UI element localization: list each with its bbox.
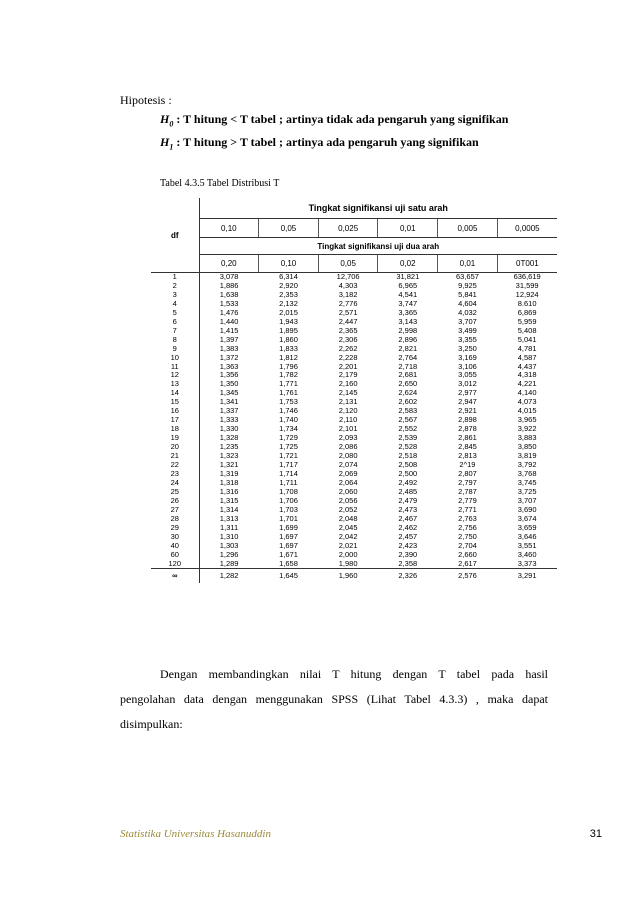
critical-value-cell: 2,797	[458, 477, 477, 487]
table-row	[151, 569, 557, 584]
critical-value-cell: 2,539	[398, 433, 418, 443]
critical-value-cell: 2,447	[338, 316, 358, 326]
two-tail-level-1: 0,10	[259, 255, 319, 273]
critical-value-cell: 2,228	[338, 352, 358, 362]
critical-value-cell: 2,583	[398, 406, 418, 416]
critical-value-cell: 3,965	[517, 415, 537, 425]
critical-value-cell: 3,745	[517, 477, 537, 487]
critical-value-cell: 2^19	[459, 460, 476, 470]
df-cell: 1	[151, 273, 199, 282]
critical-value-cell: 1,440	[219, 316, 239, 326]
critical-value-cell: 1,311	[219, 522, 239, 532]
two-tail-level-2: 0,05	[318, 255, 378, 273]
critical-value-cell: 2,473	[398, 504, 418, 514]
critical-value-cell: 2,110	[339, 415, 358, 425]
critical-value-cell: 2,179	[338, 370, 358, 380]
critical-value-cell: 2,898	[458, 415, 477, 425]
critical-value-cell: 2,462	[398, 522, 418, 532]
critical-value-cell: 4,303	[338, 280, 358, 290]
critical-value-cell: 2,750	[458, 531, 477, 541]
critical-value-cell: 2,120	[338, 406, 358, 416]
df-cell: 22	[151, 461, 199, 470]
critical-value-cell: 2,518	[398, 451, 418, 461]
critical-value-cell: 3,551	[517, 540, 537, 550]
critical-value-cell: 1,812	[279, 352, 298, 362]
critical-value-cell: 3,819	[517, 451, 537, 461]
critical-value-cell: 2,132	[279, 298, 298, 308]
critical-value-cell: 2,704	[458, 540, 477, 550]
critical-value-cell: 6,965	[398, 280, 418, 290]
critical-value-cell: 2,064	[338, 477, 358, 487]
one-tail-level-0: 0,10	[199, 219, 259, 238]
critical-value-cell: 2,074	[338, 460, 358, 470]
critical-value-cell: 2,508	[398, 460, 418, 470]
critical-value-cell: 2,457	[398, 531, 418, 541]
critical-value-cell: 1,943	[279, 316, 298, 326]
critical-value-cell: 2,015	[279, 307, 298, 317]
critical-value-cell: 1,734	[279, 424, 298, 434]
critical-value-cell: 1,330	[219, 424, 239, 434]
df-cell: 17	[151, 416, 199, 425]
critical-value-cell: 5,959	[517, 316, 537, 326]
one-tail-level-4: 0,005	[438, 219, 498, 238]
critical-value-cell: 1,761	[279, 388, 298, 398]
df-cell: 29	[151, 524, 199, 533]
df-cell: 40	[151, 542, 199, 551]
critical-value-cell: 1,341	[219, 397, 239, 407]
critical-value-cell: 8.610	[517, 298, 537, 308]
critical-value-cell: 4,073	[517, 397, 537, 407]
critical-value-cell: 1,796	[279, 361, 298, 371]
critical-value-cell: 1,337	[219, 406, 239, 416]
critical-value-cell: 1,289	[219, 558, 239, 568]
critical-value-cell: 1,717	[279, 460, 298, 470]
df-cell: 9	[151, 345, 199, 354]
critical-value-cell: 3,012	[458, 379, 477, 389]
critical-value-cell: 2,326	[378, 569, 438, 584]
one-tail-level-1: 0,05	[259, 219, 319, 238]
critical-value-cell: 2,617	[458, 558, 477, 568]
critical-value-cell: 2,052	[338, 504, 358, 514]
critical-value-cell: 31,821	[396, 272, 420, 281]
critical-value-cell: 1,658	[279, 558, 298, 568]
critical-value-cell: 1,296	[219, 549, 239, 559]
critical-value-cell: 2,779	[458, 495, 477, 505]
df-cell: 16	[151, 407, 199, 416]
critical-value-cell: 1,282	[199, 569, 259, 584]
critical-value-cell: 2,048	[338, 513, 358, 523]
critical-value-cell: 2,764	[398, 352, 418, 362]
critical-value-cell: 6,869	[517, 307, 537, 317]
two-tail-level-5: 0T001	[497, 255, 557, 273]
critical-value-cell: 2,681	[398, 370, 418, 380]
critical-value-cell: 2,101	[338, 424, 358, 434]
one-tail-level-3: 0,01	[378, 219, 438, 238]
critical-value-cell: 1,383	[219, 343, 239, 353]
df-cell: 20	[151, 443, 199, 452]
critical-value-cell: 3,725	[517, 486, 537, 496]
critical-value-cell: 3,055	[458, 370, 477, 380]
critical-value-cell: 2,998	[398, 325, 418, 335]
critical-value-cell: 3,365	[398, 307, 418, 317]
critical-value-cell: 1,833	[279, 343, 298, 353]
critical-value-cell: 2,390	[398, 549, 418, 559]
critical-value-cell: 3,078	[219, 272, 239, 281]
df-cell: 12	[151, 371, 199, 380]
critical-value-cell: 1,645	[259, 569, 319, 584]
critical-value-cell: 1,980	[338, 558, 358, 568]
critical-value-cell: 2,069	[338, 468, 358, 478]
critical-value-cell: 3,182	[338, 289, 358, 299]
critical-value-cell: 12,706	[336, 272, 360, 281]
critical-value-cell: 2,650	[398, 379, 418, 389]
critical-value-cell: 2,947	[458, 397, 477, 407]
df-cell: 18	[151, 425, 199, 434]
critical-value-cell: 1,328	[219, 433, 239, 443]
critical-value-cell: 1,321	[219, 460, 239, 470]
critical-value-cell: 2,921	[458, 406, 477, 416]
critical-value-cell: 63,657	[455, 272, 479, 281]
df-cell: 23	[151, 470, 199, 479]
critical-value-cell: 2,718	[398, 361, 418, 371]
critical-value-cell: 6,314	[279, 272, 298, 281]
critical-value-cell: 2,787	[458, 486, 477, 496]
critical-value-cell: 1,706	[279, 495, 298, 505]
df-header: df	[151, 198, 199, 273]
critical-value-cell: 1,714	[279, 468, 298, 478]
critical-value-cell: 2,080	[338, 451, 358, 461]
critical-value-cell: 1,345	[219, 388, 239, 398]
df-cell: 28	[151, 515, 199, 524]
critical-value-cell: 2,763	[458, 513, 477, 523]
hypothesis-h1: $H_1$ : T hitung > T tabel ; artinya ada pengaruh yang signifikan	[160, 135, 479, 152]
critical-value-cell: 2,086	[338, 442, 358, 452]
df-cell: 27	[151, 506, 199, 515]
table-caption: Tabel 4.3.5 Tabel Distribusi T	[160, 178, 280, 189]
critical-value-cell: 1,310	[219, 531, 239, 541]
critical-value-cell: 2,500	[398, 468, 418, 478]
two-tail-level-0: 0,20	[199, 255, 259, 273]
critical-value-cell: 4,140	[517, 388, 537, 398]
critical-value-cell: 3,707	[458, 316, 477, 326]
critical-value-cell: 2,093	[338, 433, 358, 443]
df-cell: 7	[151, 327, 199, 336]
critical-value-cell: 1,333	[219, 415, 239, 425]
df-cell: 11	[151, 363, 199, 372]
critical-value-cell: 2,576	[438, 569, 498, 584]
critical-value-cell: 2,423	[398, 540, 418, 550]
critical-value-cell: 3,250	[458, 343, 477, 353]
critical-value-cell: 3,169	[458, 352, 477, 362]
critical-value-cell: 2,365	[338, 325, 358, 335]
critical-value-cell: 2,878	[458, 424, 477, 434]
critical-value-cell: 4,221	[517, 379, 537, 389]
critical-value-cell: 31,599	[515, 280, 539, 290]
critical-value-cell: 1,315	[219, 495, 239, 505]
critical-value-cell: 2,306	[338, 334, 358, 344]
one-tail-title: Tingkat signifikansi uji satu arah	[199, 198, 557, 219]
critical-value-cell: 1,782	[279, 370, 298, 380]
table-body	[151, 273, 557, 584]
critical-value-cell: 636,619	[513, 272, 541, 281]
critical-value-cell: 3,850	[517, 442, 537, 452]
df-cell: 24	[151, 479, 199, 488]
critical-value-cell: 2,977	[458, 388, 477, 398]
critical-value-cell: 1,697	[279, 540, 298, 550]
df-cell: 3	[151, 291, 199, 300]
critical-value-cell: 3,922	[517, 424, 537, 434]
critical-value-cell: 3,883	[517, 433, 537, 443]
critical-value-cell: 1,476	[219, 307, 239, 317]
one-tail-level-2: 0,025	[318, 219, 378, 238]
critical-value-cell: 3,690	[517, 504, 537, 514]
df-cell: 25	[151, 488, 199, 497]
critical-value-cell: 1,318	[219, 477, 239, 487]
critical-value-cell: 1,314	[219, 504, 239, 514]
two-tail-level-3: 0,02	[378, 255, 438, 273]
critical-value-cell: 4,604	[458, 298, 477, 308]
two-tail-title: Tingkat signifikansi uji dua arah	[199, 238, 557, 255]
df-cell: 21	[151, 452, 199, 461]
critical-value-cell: 1,711	[279, 477, 298, 487]
critical-value-cell: 2,045	[338, 522, 358, 532]
df-cell: 2	[151, 282, 199, 291]
df-cell: 8	[151, 336, 199, 345]
critical-value-cell: 1,313	[219, 513, 239, 523]
critical-value-cell: 4,318	[517, 370, 537, 380]
critical-value-cell: 3,143	[398, 316, 418, 326]
critical-value-cell: 1,725	[279, 442, 298, 452]
df-cell: 26	[151, 497, 199, 506]
critical-value-cell: 2,660	[458, 549, 477, 559]
critical-value-cell: 3,373	[517, 558, 537, 568]
critical-value-cell: 2,756	[458, 522, 477, 532]
critical-value-cell: 2,807	[458, 468, 477, 478]
critical-value-cell: 5,841	[458, 289, 477, 299]
critical-value-cell: 1,960	[318, 569, 378, 584]
critical-value-cell: 1,372	[219, 352, 239, 362]
critical-value-cell: 1,638	[219, 289, 239, 299]
critical-value-cell: 3,659	[517, 522, 537, 532]
critical-value-cell: 2,813	[458, 451, 477, 461]
critical-value-cell: 3,646	[517, 531, 537, 541]
critical-value-cell: 1,415	[219, 325, 239, 335]
critical-value-cell: 3,768	[517, 468, 537, 478]
critical-value-cell: 2,056	[338, 495, 358, 505]
critical-value-cell: 1,699	[279, 522, 298, 532]
df-cell: 10	[151, 354, 199, 363]
critical-value-cell: 1,740	[279, 415, 298, 425]
df-cell: 4	[151, 300, 199, 309]
critical-value-cell: 1,886	[219, 280, 239, 290]
critical-value-cell: 2,492	[398, 477, 418, 487]
one-tail-levels	[151, 219, 557, 238]
critical-value-cell: 1,319	[219, 468, 239, 478]
critical-value-cell: 1,235	[219, 442, 239, 452]
critical-value-cell: 3,747	[398, 298, 418, 308]
df-cell: 14	[151, 389, 199, 398]
two-tail-levels	[151, 255, 557, 273]
critical-value-cell: 2,771	[458, 504, 477, 514]
df-cell: 13	[151, 380, 199, 389]
critical-value-cell: 3,499	[458, 325, 477, 335]
critical-value-cell: 3,460	[517, 549, 537, 559]
critical-value-cell: 3,355	[458, 334, 477, 344]
critical-value-cell: 1,746	[279, 406, 298, 416]
critical-value-cell: 1,703	[279, 504, 298, 514]
critical-value-cell: 3,674	[517, 513, 537, 523]
critical-value-cell: 3,291	[497, 569, 557, 584]
critical-value-cell: 2,467	[398, 513, 418, 523]
critical-value-cell: 1,350	[219, 379, 239, 389]
conclusion-line-2: pengolahan data dengan menggunakan SPSS (Lihat Tabel 4.3.3) , maka dapat	[120, 692, 548, 706]
footer-institution: Statistika Universitas Hasanuddin	[120, 828, 271, 840]
one-tail-level-5: 0,0005	[497, 219, 557, 238]
critical-value-cell: 2,485	[398, 486, 418, 496]
critical-value-cell: 1,316	[219, 486, 239, 496]
df-cell: 60	[151, 551, 199, 560]
critical-value-cell: 2,624	[398, 388, 418, 398]
critical-value-cell: 2,353	[279, 289, 298, 299]
table-row	[151, 560, 557, 569]
critical-value-cell: 3,106	[458, 361, 477, 371]
critical-value-cell: 2,145	[338, 388, 358, 398]
hypothesis-h0: $H_0$ : T hitung < T tabel ; artinya tidak ada pengaruh yang signifikan	[160, 112, 509, 129]
critical-value-cell: 2,262	[338, 343, 358, 353]
critical-value-cell: 1,363	[219, 361, 239, 371]
critical-value-cell: 2,821	[398, 343, 418, 353]
critical-value-cell: 2,131	[338, 397, 358, 407]
df-cell: 120	[151, 560, 199, 569]
df-cell: 6	[151, 318, 199, 327]
critical-value-cell: 2,000	[338, 549, 358, 559]
critical-value-cell: 2,776	[338, 298, 358, 308]
df-cell: 5	[151, 309, 199, 318]
critical-value-cell: 1,721	[279, 451, 298, 461]
critical-value-cell: 2,479	[398, 495, 418, 505]
critical-value-cell: 3,707	[517, 495, 537, 505]
df-cell: ∞	[151, 569, 199, 584]
critical-value-cell: 4,015	[517, 406, 537, 416]
critical-value-cell: 2,021	[338, 540, 358, 550]
critical-value-cell: 1,753	[279, 397, 298, 407]
critical-value-cell: 3,792	[517, 460, 537, 470]
df-cell: 30	[151, 533, 199, 542]
conclusion-line-1: Dengan membandingkan nilai T hitung dengan T tabel pada hasil	[160, 667, 548, 681]
critical-value-cell: 2,920	[279, 280, 298, 290]
conclusion-line-3: disimpulkan:	[120, 717, 183, 731]
critical-value-cell: 1,708	[279, 486, 298, 496]
critical-value-cell: 4,781	[517, 343, 537, 353]
critical-value-cell: 2,567	[398, 415, 418, 425]
critical-value-cell: 2,861	[458, 433, 477, 443]
critical-value-cell: 2,571	[338, 307, 358, 317]
critical-value-cell: 1,860	[279, 334, 298, 344]
critical-value-cell: 4,437	[517, 361, 537, 371]
critical-value-cell: 5,408	[517, 325, 537, 335]
critical-value-cell: 1,697	[279, 531, 298, 541]
critical-value-cell: 1,729	[279, 433, 298, 443]
t-distribution-table	[151, 198, 557, 660]
critical-value-cell: 2,060	[338, 486, 358, 496]
critical-value-cell: 2,358	[398, 558, 418, 568]
critical-value-cell: 4,587	[517, 352, 537, 362]
critical-value-cell: 1,356	[219, 370, 239, 380]
critical-value-cell: 2,528	[398, 442, 418, 452]
critical-value-cell: 1,533	[219, 298, 239, 308]
critical-value-cell: 9,925	[458, 280, 477, 290]
critical-value-cell: 2,896	[398, 334, 418, 344]
critical-value-cell: 1,303	[219, 540, 239, 550]
critical-value-cell: 1,771	[279, 379, 298, 389]
critical-value-cell: 1,701	[279, 513, 298, 523]
page-number: 31	[589, 828, 602, 840]
critical-value-cell: 1,671	[279, 549, 298, 559]
critical-value-cell: 12,924	[515, 289, 539, 299]
critical-value-cell: 1,895	[279, 325, 298, 335]
df-cell: 15	[151, 398, 199, 407]
critical-value-cell: 2,201	[338, 361, 358, 371]
critical-value-cell: 4,541	[398, 289, 418, 299]
critical-value-cell: 1,397	[219, 334, 239, 344]
critical-value-cell: 5,041	[517, 334, 537, 344]
critical-value-cell: 4,032	[458, 307, 477, 317]
critical-value-cell: 2,042	[338, 531, 358, 541]
two-tail-level-4: 0,01	[438, 255, 498, 273]
hypothesis-heading: Hipotesis :	[120, 93, 172, 107]
critical-value-cell: 1,323	[219, 451, 239, 461]
critical-value-cell: 2,602	[398, 397, 418, 407]
df-cell: 19	[151, 434, 199, 443]
critical-value-cell: 2,160	[338, 379, 358, 389]
critical-value-cell: 2,845	[458, 442, 477, 452]
critical-value-cell: 2,552	[398, 424, 418, 434]
